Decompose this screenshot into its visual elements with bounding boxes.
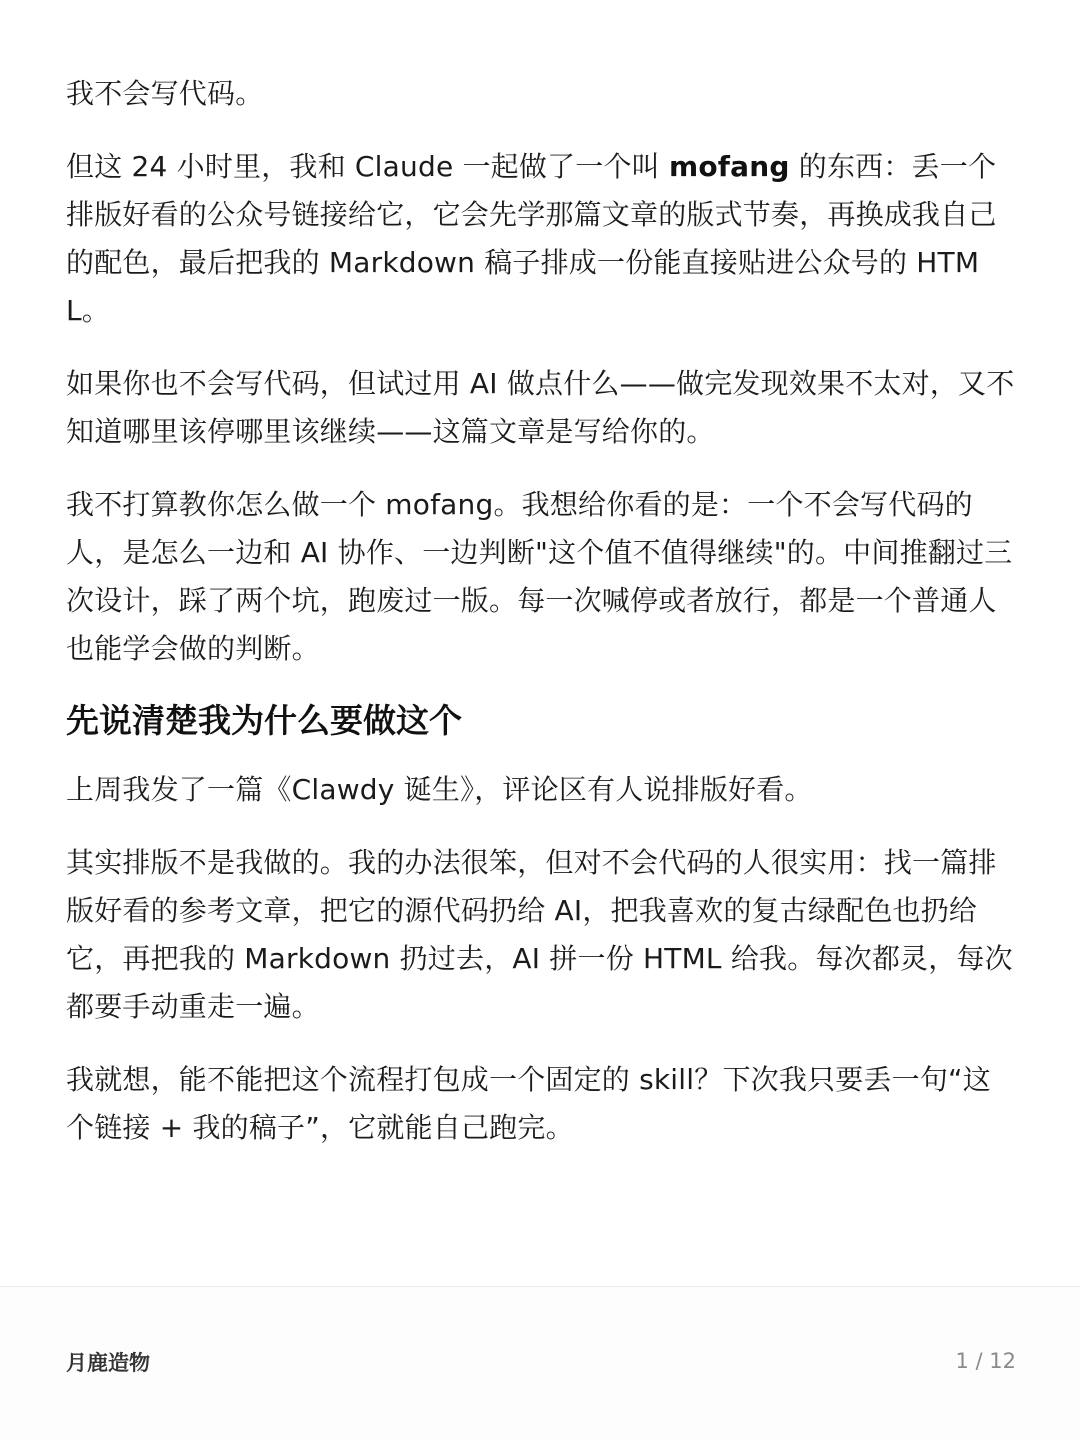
page-indicator: 1 / 12 <box>955 1349 1016 1373</box>
page-footer <box>0 1286 1080 1440</box>
paragraph-purpose: 我不打算教你怎么做一个 mofang。我想给你看的是：一个不会写代码的人，是怎么一边和 AI 协作、一边判断"这个值不值得继续"的。中间推翻过三次设计，踩了两个坑，跑废过一版。每一次喊停或者放行，都是一个普通人也能学会做的判断。 <box>66 488 1013 665</box>
paragraph-mofang-lead: 但这 24 小时里，我和 Claude 一起做了一个叫 <box>66 150 669 183</box>
section-heading: 先说清楚我为什么要做这个 <box>66 701 462 740</box>
paragraph-mofang-rest: 的东西：丢一个排版好看的公众号链接给它，它会先学那篇文章的版式节奏，再换成我自己的配色，最后把我的 Markdown 稿子排成一份能直接贴进公众号的 HTML。 <box>66 150 997 327</box>
article-body <box>66 70 1016 1177</box>
paragraph-audience: 如果你也不会写代码，但试过用 AI 做点什么——做完发现效果不太对，又不知道哪里该停哪里该继续——这篇文章是写给你的。 <box>66 367 1015 448</box>
paragraph-skill: 我就想，能不能把这个流程打包成一个固定的 skill？下次我只要丢一句“这个链接 + 我的稿子”，它就能自己跑完。 <box>66 1063 991 1144</box>
paragraph-last-week: 上周我发了一篇《Clawdy 诞生》，评论区有人说排版好看。 <box>66 773 813 806</box>
paragraph-mofang <box>66 143 1016 335</box>
paragraph-method: 其实排版不是我做的。我的办法很笨，但对不会代码的人很实用：找一篇排版好看的参考文章，把它的源代码扔给 AI，把我喜欢的复古绿配色也扔给它，再把我的 Markdown 扔过去，AI 拼一份 HTML 给我。每次都灵，每次都要手动重走一遍。 <box>66 846 1013 1023</box>
paragraph-intro: 我不会写代码。 <box>66 77 264 110</box>
brand-name: 月鹿造物 <box>66 1351 150 1375</box>
mofang-bold: mofang <box>668 150 790 183</box>
